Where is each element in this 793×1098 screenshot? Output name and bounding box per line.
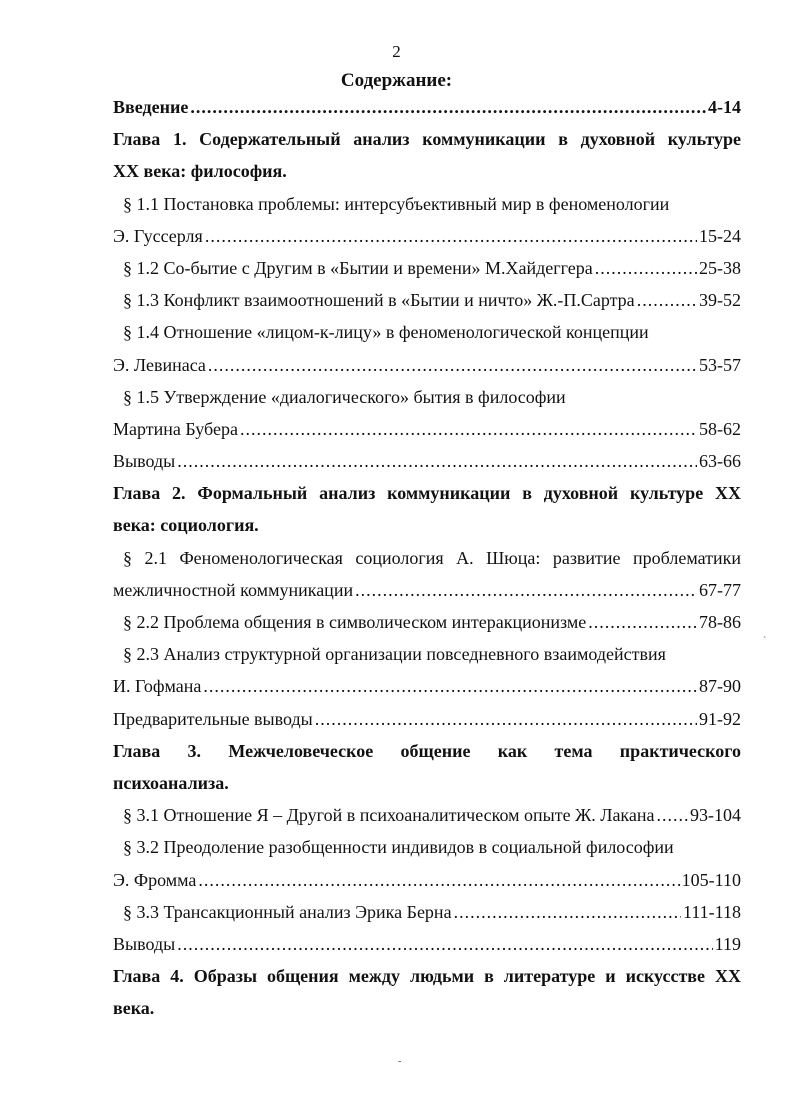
section-1-4-title: § 1.4 Отношение «лицом-к-лицу» в феноменологической концепции [123, 322, 649, 343]
page-range: 119 [714, 933, 741, 954]
page-range: 78-86 [699, 612, 741, 632]
leader-dots [177, 445, 697, 477]
toc-entry-3-2 [113, 864, 741, 896]
chapter-3-heading-cont: психоанализа. [113, 772, 229, 793]
section-2-3-title: § 2.3 Анализ структурной организации повседневного взаимодействия [123, 644, 666, 665]
toc-entry-conclusions-3 [113, 928, 741, 960]
chapter-1-heading: Глава 1. Содержательный анализ коммуникации в духовной культуре [113, 129, 741, 150]
entry-label: § 2.2 Проблема общения в символическом интеракционизме [123, 612, 587, 632]
entry-label: Выводы [113, 451, 176, 472]
entry-label: Э. Левинаса [113, 354, 206, 375]
toc-entry-1-1 [113, 220, 741, 252]
leader-dots [595, 252, 697, 284]
entry-label: межличностной коммуникации [113, 579, 354, 600]
leader-dots [315, 703, 697, 735]
toc-entry-introduction [113, 91, 741, 123]
leader-dots [190, 91, 706, 123]
leader-dots [454, 896, 681, 928]
chapter-4-heading: Глава 4. Образы общения между людьми в литературе и искусстве XX [113, 966, 741, 987]
scan-speck: ` [763, 636, 767, 647]
section-2-1-title: § 2.1 Феноменологическая социология А. Шюца: развитие проблематики [123, 547, 741, 568]
toc-entry-3-1 [113, 799, 741, 831]
leader-dots [177, 928, 712, 960]
toc-entry-2-3 [113, 670, 741, 702]
page-range: 53-57 [699, 354, 741, 375]
entry-label: Э. Гуссерля [113, 225, 203, 246]
page-range: 67-77 [699, 579, 741, 600]
page-range: 111-118 [683, 901, 741, 922]
entry-label: Предварительные выводы [113, 708, 313, 729]
section-3-2-title: § 3.2 Преодоление разобщенности индивидов в социальной философии [123, 837, 674, 858]
toc-entry-preliminary-conclusions [113, 703, 741, 735]
leader-dots [198, 864, 679, 896]
leader-dots [588, 606, 697, 638]
page-range: 93-104 [690, 805, 741, 826]
entry-label: И. Гофмана [113, 676, 202, 697]
page-range: 4-14 [708, 97, 741, 117]
page-range: 15-24 [699, 225, 741, 246]
leader-dots [657, 799, 688, 831]
toc-entry-1-3 [113, 284, 741, 316]
toc-entry-2-2 [113, 606, 741, 638]
leader-dots [240, 413, 697, 445]
section-1-1-title: § 1.1 Постановка проблемы: интерсубъективный мир в феноменологии [123, 193, 670, 214]
page-range: 87-90 [699, 676, 741, 697]
toc-entry-1-4 [113, 349, 741, 381]
page-range: 39-52 [699, 290, 741, 311]
leader-dots [355, 574, 697, 606]
entry-label: Введение [113, 97, 189, 117]
scan-speck: - [398, 1056, 402, 1067]
entry-label: Мартина Бубера [113, 418, 238, 439]
chapter-2-heading: Глава 2. Формальный анализ коммуникации в духовной культуре XX [113, 483, 741, 504]
entry-label: § 1.2 Со-бытие с Другим в «Бытии и времени» М.Хайдеггера [123, 257, 593, 278]
chapter-3-heading: Глава 3. Межчеловеческое общение как тема практического [113, 740, 741, 761]
toc-entry-1-2 [113, 252, 741, 284]
page-range: 105-110 [681, 869, 741, 890]
entry-label: § 3.3 Трансакционный анализ Эрика Берна [123, 901, 452, 922]
entry-label: § 3.1 Отношение Я – Другой в психоаналитическом опыте Ж. Лакана [123, 805, 655, 826]
toc-entry-3-3 [113, 896, 741, 928]
page-number: 2 [392, 42, 401, 61]
page-range: 58-62 [699, 418, 741, 439]
page-range: 63-66 [699, 451, 741, 472]
section-1-5-title: § 1.5 Утверждение «диалогического» бытия в философии [123, 386, 566, 407]
page-range: 91-92 [699, 708, 741, 729]
entry-label: Выводы [113, 933, 176, 954]
toc-entry-1-5 [113, 413, 741, 445]
entry-label: § 1.3 Конфликт взаимоотношений в «Бытии и ничто» Ж.-П.Сартра [123, 290, 635, 311]
leader-dots [205, 220, 697, 252]
leader-dots [637, 284, 697, 316]
toc-entry-conclusions-1 [113, 445, 741, 477]
leader-dots [208, 349, 697, 381]
chapter-2-heading-cont: века: социология. [113, 515, 259, 536]
leader-dots [203, 670, 697, 702]
page-range: 25-38 [699, 257, 741, 278]
entry-label: Э. Фромма [113, 869, 197, 890]
toc-entry-2-1 [113, 574, 741, 606]
toc-title: Содержание: [340, 70, 453, 91]
chapter-1-heading-cont: XX века: философия. [113, 161, 287, 182]
table-of-contents [113, 91, 741, 1024]
chapter-4-heading-cont: века. [113, 998, 155, 1019]
